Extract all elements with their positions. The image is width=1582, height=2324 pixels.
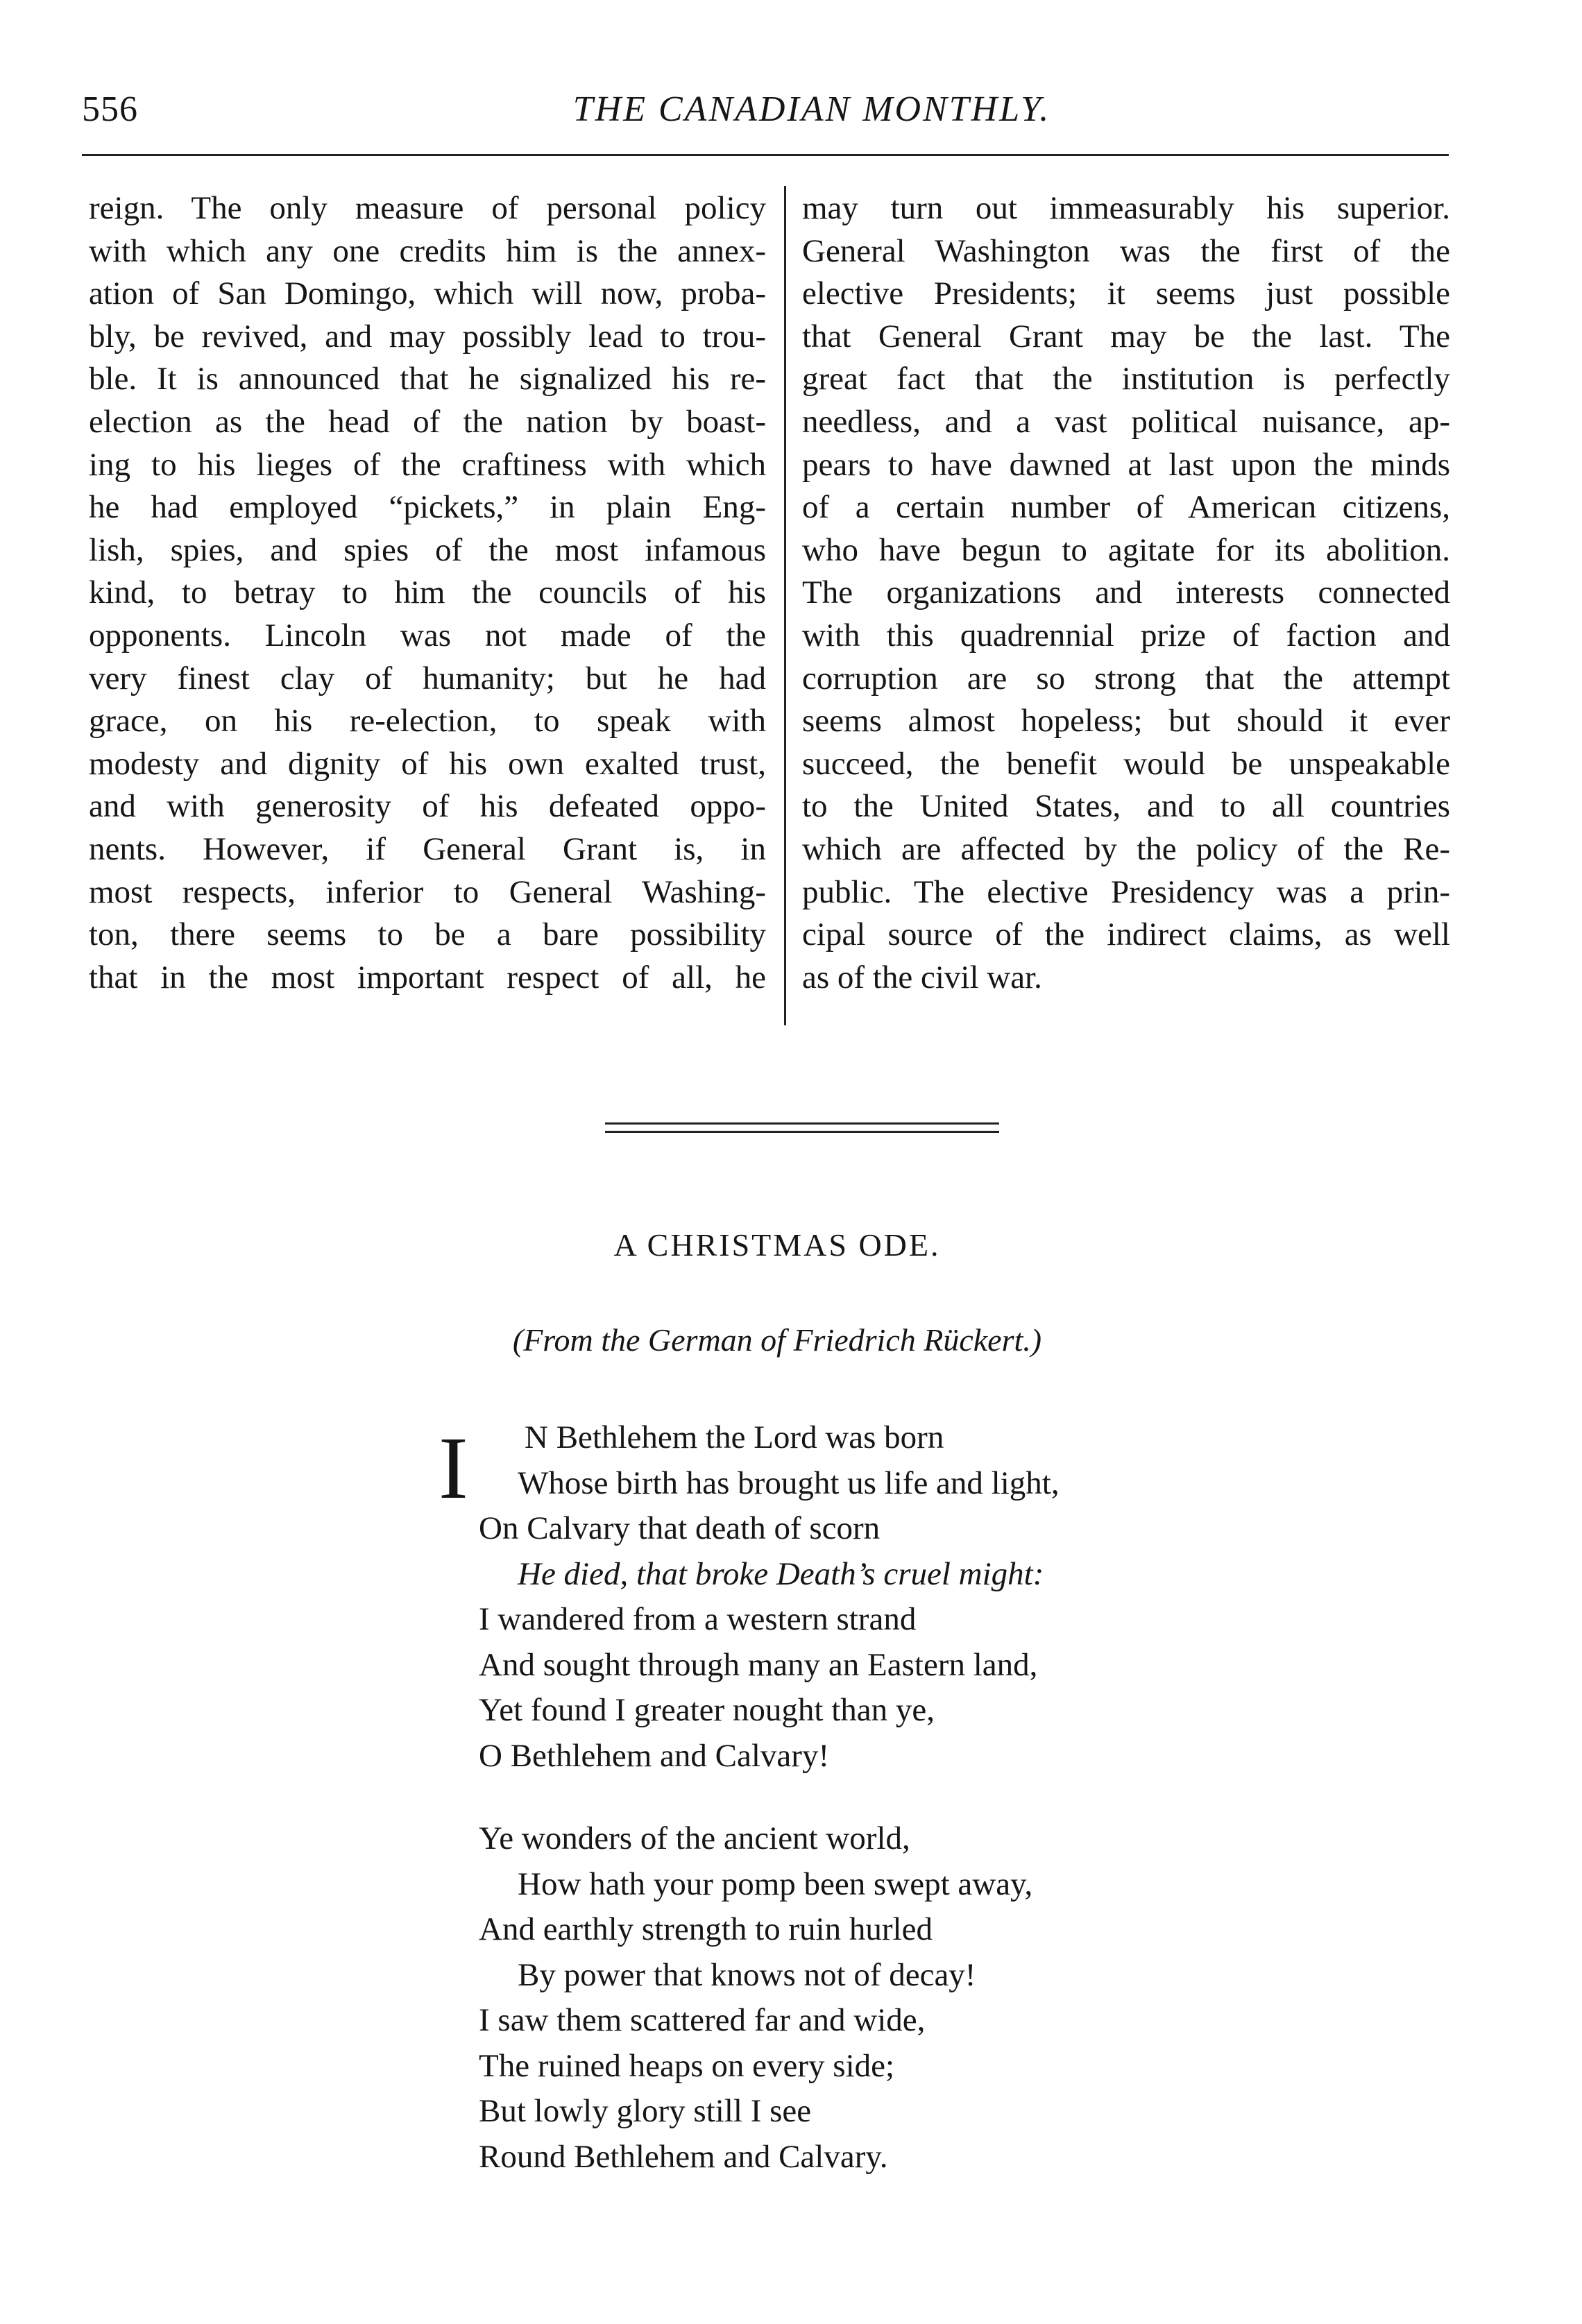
section-divider-rule-top — [605, 1122, 999, 1125]
text-line: with this quadrennial prize of faction and — [802, 617, 1450, 653]
verse-line: How hath your pomp been swept away, — [518, 1865, 1033, 1902]
verse-line: Ye wonders of the ancient world, — [479, 1820, 910, 1856]
verse-line: On Calvary that death of scorn — [479, 1510, 881, 1546]
text-line: opponents. Lincoln was not made of the — [89, 617, 766, 653]
section-divider-rule-bottom — [605, 1131, 999, 1133]
text-line: succeed, the benefit would be unspeakable — [802, 745, 1450, 782]
text-line: election as the head of the nation by boast- — [89, 403, 766, 440]
text-line: very finest clay of humanity; but he had — [89, 660, 766, 697]
text-line: kind, to betray to him the councils of his — [89, 574, 766, 611]
verse-line: And sought through many an Eastern land, — [479, 1646, 1038, 1683]
text-line: ation of San Domingo, which will now, proba- — [89, 275, 766, 312]
verse-line: I saw them scattered far and wide, — [479, 2002, 926, 2038]
text-line: that General Grant may be the last. The — [802, 318, 1450, 354]
text-line: elective Presidents; it seems just possible — [802, 275, 1450, 312]
text-line: cipal source of the indirect claims, as well — [802, 916, 1450, 953]
running-title: THE CANADIAN MONTHLY. — [572, 89, 1051, 129]
text-line: to the United States, and to all countries — [802, 788, 1450, 825]
verse-line: He died, that broke Death’s cruel might: — [518, 1555, 1044, 1592]
verse-line: Round Bethlehem and Calvary. — [479, 2138, 888, 2175]
ode-stanza-1 — [479, 1415, 1060, 1779]
text-line: and with generosity of his defeated oppo- — [89, 788, 766, 825]
text-line: needless, and a vast political nuisance, ap- — [802, 403, 1450, 440]
article-left-column — [89, 187, 766, 999]
header-rule — [82, 154, 1449, 156]
text-line: nents. However, if General Grant is, in — [89, 830, 766, 867]
verse-line: And earthly strength to ruin hurled — [479, 1911, 933, 1947]
text-line: reign. The only measure of personal policy — [89, 190, 766, 226]
text-line: pears to have dawned at last upon the minds — [802, 446, 1450, 483]
text-line: ble. It is announced that he signalized his re- — [89, 361, 766, 398]
verse-line: O Bethlehem and Calvary! — [479, 1737, 830, 1774]
text-line: ton, there seems to be a bare possibility — [89, 916, 766, 953]
text-line: corruption are so strong that the attempt — [802, 660, 1450, 697]
verse-line: The ruined heaps on every side; — [479, 2047, 895, 2084]
text-line: The organizations and interests connected — [802, 574, 1450, 611]
page-number: 556 — [82, 89, 138, 129]
text-line: bly, be revived, and may possibly lead to trou- — [89, 318, 766, 354]
verse-line: But lowly glory still I see — [479, 2093, 812, 2129]
verse-line: Yet found I greater nought than ye, — [479, 1692, 935, 1728]
text-line: public. The elective Presidency was a prin- — [802, 873, 1450, 910]
article-right-column — [802, 187, 1450, 999]
text-line: most respects, inferior to General Washing- — [89, 873, 766, 910]
drop-cap: I — [439, 1419, 468, 1517]
text-line: who have begun to agitate for its abolition. — [802, 531, 1450, 568]
ode-subtitle: (From the German of Friedrich Rückert.) — [512, 1322, 1042, 1358]
verse-line: By power that knows not of decay! — [518, 1956, 976, 1993]
column-divider — [784, 186, 786, 1025]
text-line: General Washington was the first of the — [802, 232, 1450, 269]
text-line: as of the civil war. — [802, 959, 1042, 996]
text-line: grace, on his re-election, to speak with — [89, 703, 766, 740]
verse-line: Whose birth has brought us life and light, — [518, 1464, 1060, 1501]
text-line: ing to his lieges of the craftiness with which — [89, 446, 766, 483]
text-line: he had employed “pickets,” in plain Eng- — [89, 489, 766, 526]
text-line: modesty and dignity of his own exalted trust, — [89, 745, 766, 782]
text-line: of a certain number of American citizens, — [802, 489, 1450, 526]
text-line: which are affected by the policy of the Re- — [802, 830, 1450, 867]
text-line: that in the most important respect of all, he — [89, 959, 766, 996]
verse-line: N Bethlehem the Lord was born — [525, 1419, 944, 1455]
text-line: with which any one credits him is the annex- — [89, 232, 766, 269]
text-line: great fact that the institution is perfectly — [802, 361, 1450, 398]
ode-stanza-2 — [479, 1816, 1032, 2180]
verse-line: I wandered from a western strand — [479, 1601, 917, 1637]
text-line: lish, spies, and spies of the most infamous — [89, 531, 766, 568]
ode-title: A CHRISTMAS ODE. — [613, 1227, 941, 1263]
text-line: seems almost hopeless; but should it ever — [802, 703, 1450, 740]
text-line: may turn out immeasurably his superior. — [802, 190, 1450, 226]
